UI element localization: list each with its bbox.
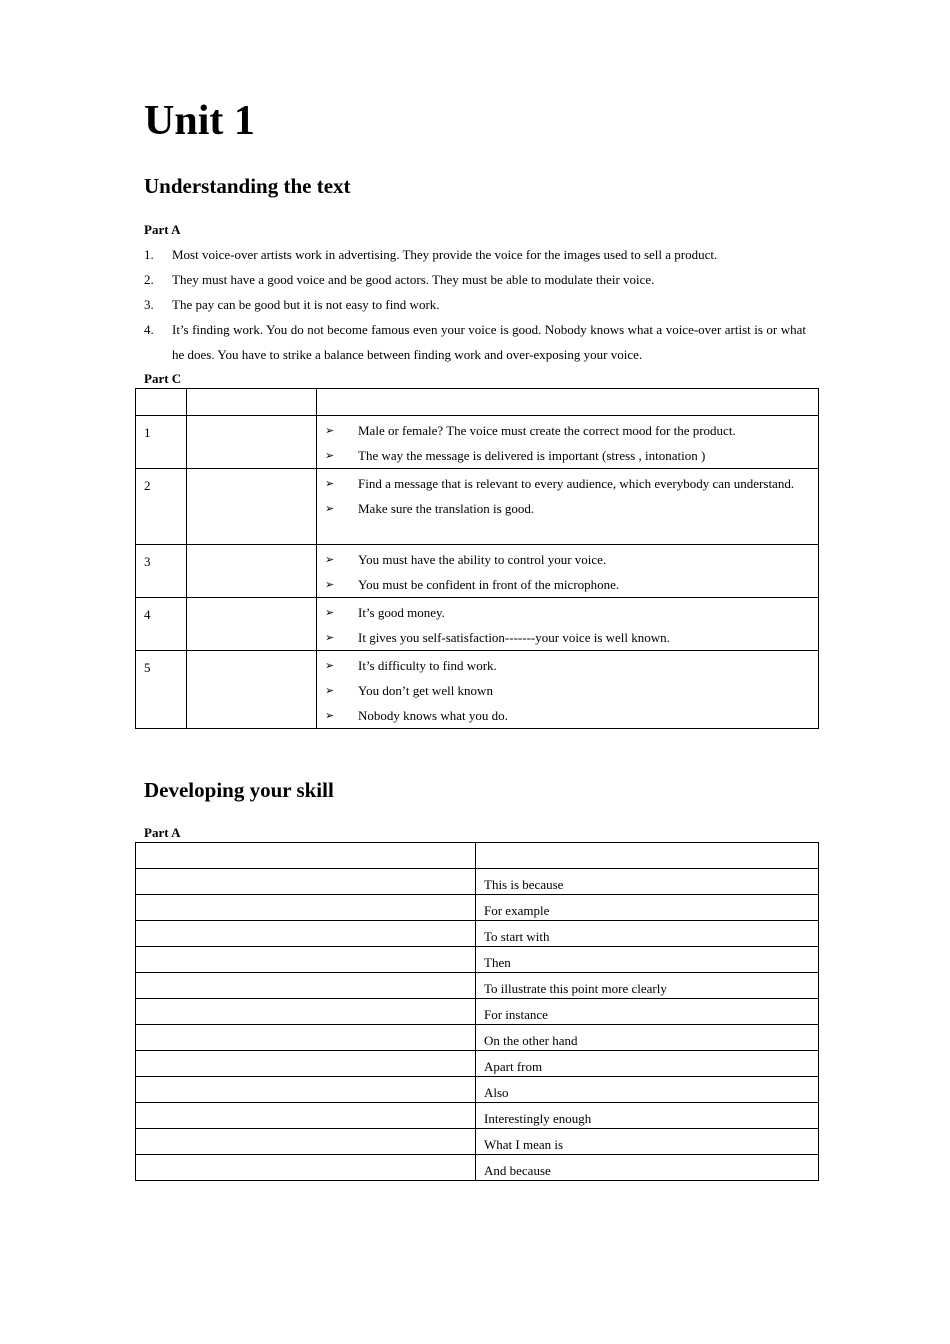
answer-text: It’s finding work. You do not become famous even your voice is good. Nobody knows what a voice-over artist is or what he does. You have to strike a balance between finding work and over-exposing your voice. <box>172 322 806 362</box>
point-text: It gives you self-satisfaction-------your voice is well known. <box>358 630 670 645</box>
point-text: You must have the ability to control your voice. <box>358 552 607 567</box>
arrow-bullet-icon: ➢ <box>325 502 335 515</box>
table-cell <box>136 1129 476 1155</box>
point-text: It’s good money. <box>358 605 445 620</box>
linking-phrase: What I mean is <box>476 1129 819 1155</box>
linking-phrase: Also <box>476 1077 819 1103</box>
bullet-point <box>317 653 807 678</box>
answer-item <box>144 242 806 267</box>
arrow-bullet-icon: ➢ <box>325 606 335 619</box>
table-row <box>136 416 819 469</box>
table-cell <box>136 921 476 947</box>
linking-phrase: To illustrate this point more clearly <box>476 973 819 999</box>
linking-phrase: To start with <box>476 921 819 947</box>
answer-item <box>144 317 806 367</box>
table-cell <box>476 843 819 869</box>
row-number: 3 <box>136 545 187 598</box>
bullet-point <box>317 418 807 443</box>
understanding-heading: Understanding the text <box>144 174 351 198</box>
table-row <box>136 598 819 651</box>
table-row <box>136 921 819 947</box>
point-text: Male or female? The voice must create the correct mood for the product. <box>358 423 736 438</box>
developing-part-a-label: Part A <box>144 825 181 840</box>
part-c-label: Part C <box>144 371 182 386</box>
part-a-label: Part A <box>144 222 181 237</box>
arrow-bullet-icon: ➢ <box>325 578 335 591</box>
table-cell <box>187 651 317 729</box>
answer-number: 4. <box>144 322 154 337</box>
linking-phrase: For example <box>476 895 819 921</box>
arrow-bullet-icon: ➢ <box>325 659 335 672</box>
arrow-bullet-icon: ➢ <box>325 553 335 566</box>
bullet-point <box>317 471 807 496</box>
point-text: Nobody knows what you do. <box>358 708 508 723</box>
bullet-point <box>317 443 807 468</box>
row-number: 2 <box>136 469 187 545</box>
linking-phrases-table <box>135 842 819 1181</box>
table-row <box>136 545 819 598</box>
table-row <box>136 651 819 729</box>
table-cell <box>187 389 317 416</box>
table-cell <box>317 651 819 729</box>
point-text: The way the message is delivered is important (stress , intonation ) <box>358 448 706 463</box>
part-a-answers <box>144 242 806 367</box>
arrow-bullet-icon: ➢ <box>325 449 335 462</box>
linking-phrase: And because <box>476 1155 819 1181</box>
bullet-point <box>317 625 807 650</box>
table-cell <box>317 416 819 469</box>
linking-phrase: Apart from <box>476 1051 819 1077</box>
table-cell <box>136 947 476 973</box>
point-text: It’s difficulty to find work. <box>358 658 497 673</box>
table-row <box>136 1129 819 1155</box>
arrow-bullet-icon: ➢ <box>325 684 335 697</box>
part-c-header-row <box>136 389 819 416</box>
arrow-bullet-icon: ➢ <box>325 709 335 722</box>
table-row <box>136 469 819 545</box>
table-row <box>136 999 819 1025</box>
table-cell <box>136 869 476 895</box>
answer-text: Most voice-over artists work in advertising. They provide the voice for the images used to sell a product. <box>172 247 718 262</box>
answer-number: 2. <box>144 272 154 287</box>
bullet-point <box>317 600 807 625</box>
table-cell <box>136 1051 476 1077</box>
table-cell <box>136 1077 476 1103</box>
arrow-bullet-icon: ➢ <box>325 631 335 644</box>
table-cell <box>136 1155 476 1181</box>
bullet-point <box>317 703 807 728</box>
linking-phrase: Interestingly enough <box>476 1103 819 1129</box>
table-cell <box>317 389 819 416</box>
table-cell <box>136 999 476 1025</box>
table-row <box>136 1077 819 1103</box>
answer-text: The pay can be good but it is not easy to find work. <box>172 297 440 312</box>
table-row <box>136 1025 819 1051</box>
table-cell <box>187 469 317 545</box>
linking-header-row <box>136 843 819 869</box>
answer-item <box>144 267 806 292</box>
point-text: Find a message that is relevant to every audience, which everybody can understand. <box>358 476 795 491</box>
table-cell <box>136 1025 476 1051</box>
table-cell <box>317 545 819 598</box>
table-cell <box>317 598 819 651</box>
answer-number: 3. <box>144 297 154 312</box>
table-row <box>136 895 819 921</box>
bullet-point <box>317 547 807 572</box>
developing-heading: Developing your skill <box>144 778 334 802</box>
linking-phrase: This is because <box>476 869 819 895</box>
bullet-point <box>317 678 807 703</box>
linking-phrase: On the other hand <box>476 1025 819 1051</box>
table-row <box>136 947 819 973</box>
answer-number: 1. <box>144 247 154 262</box>
table-cell <box>136 973 476 999</box>
part-c-table <box>135 388 819 729</box>
table-cell <box>136 389 187 416</box>
table-cell <box>187 598 317 651</box>
table-cell <box>187 545 317 598</box>
answer-text: They must have a good voice and be good actors. They must be able to modulate their voice. <box>172 272 655 287</box>
bullet-point <box>317 496 807 521</box>
row-number: 5 <box>136 651 187 729</box>
table-cell <box>187 416 317 469</box>
table-cell <box>136 843 476 869</box>
table-cell <box>136 895 476 921</box>
point-text: Make sure the translation is good. <box>358 501 535 516</box>
table-row <box>136 1103 819 1129</box>
unit-title: Unit 1 <box>144 98 255 144</box>
table-cell <box>317 469 819 545</box>
point-text: You must be confident in front of the microphone. <box>358 577 620 592</box>
table-row <box>136 869 819 895</box>
table-cell <box>136 1103 476 1129</box>
arrow-bullet-icon: ➢ <box>325 424 335 437</box>
answer-item <box>144 292 806 317</box>
table-row <box>136 1155 819 1181</box>
linking-phrase: For instance <box>476 999 819 1025</box>
linking-phrase: Then <box>476 947 819 973</box>
point-text: You don’t get well known <box>358 683 493 698</box>
table-row <box>136 1051 819 1077</box>
table-row <box>136 973 819 999</box>
bullet-point <box>317 572 807 597</box>
row-number: 4 <box>136 598 187 651</box>
row-number: 1 <box>136 416 187 469</box>
arrow-bullet-icon: ➢ <box>325 477 335 490</box>
